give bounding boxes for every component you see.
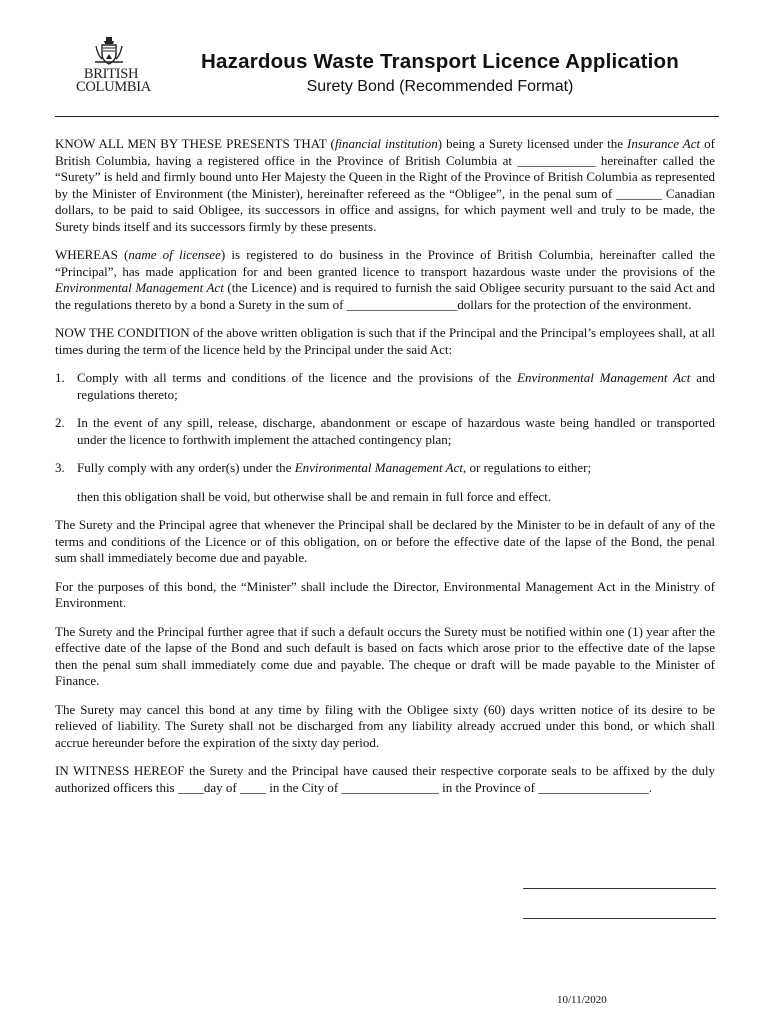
paragraph-condition: NOW THE CONDITION of the above written obligation is such that if the Principal and the Principal’s employees shall, at all times during the term of the licence held by the Principal under the said Act: [55,325,715,357]
paragraph-whereas [55,247,715,313]
italic-span: name of licensee [128,247,221,262]
paragraph-know-all-men [55,136,715,235]
signature-line-2[interactable] [523,918,716,919]
text-span: ) is registered to do business in the Province of British Columbia, hereinafter called the “Principal”, has made application for and been granted licence to transport hazardous waste under the provisions of the [55,247,715,279]
text-span: Comply with all terms and conditions of the licence and the provisions of the [77,370,518,385]
header-divider [55,116,719,117]
text-span: (the Licence) and is required to furnish the said Obligee security pursuant to the said Act and the regulations thereto by a bond a Surety in the sum of _________________dollars for the protection of the environment. [55,280,715,312]
list-item [55,460,715,477]
paragraph-default: The Surety and the Principal agree that whenever the Principal shall be declared by the Minister to be in default of any of the terms and conditions of the Licence or of this obligation, on or before the effective date of the lapse of the Bond, the penal sum shall immediately become due and payable. [55,517,715,565]
italic-span: Insurance Act [627,136,701,151]
document-body [55,136,715,808]
paragraph-void-clause: then this obligation shall be void, but otherwise shall be and remain in full force and effect. [77,488,552,504]
list-item [55,415,715,448]
text-span: and regulations thereto; [77,370,715,402]
list-item [55,370,715,403]
paragraph-minister-definition: For the purposes of this bond, the “Minister” shall include the Director, Environmental Management Act in the Ministry of Environment. [55,578,715,610]
text-span: Fully comply with any order(s) under the [77,460,295,475]
crest-icon [92,36,126,68]
text-span: ) being a Surety licensed under the [437,136,628,151]
paragraph-notification: The Surety and the Principal further agree that if such a default occurs the Surety must be notified within one (1) year after the effective date of the lapse of the Bond and such default is based on facts which arose prior to the effective date of the lapse then the penal sum shall immediately come due and payable. The cheque or draft will be made payable to the Minister of Finance. [55,623,715,688]
text-span: KNOW ALL MEN BY THESE PRESENTS THAT ( [55,136,335,151]
italic-span: Environmental Management Act [55,280,224,295]
paragraph-cancellation: The Surety may cancel this bond at any time by filing with the Obligee sixty (60) days written notice of its desire to be relieved of liability. The Surety shall not be discharged from any liability already accrued under this bond, or which shall accrue hereunder before the expiration of the sixty day period. [55,701,715,750]
text-span: WHEREAS ( [55,247,129,262]
italic-span: Environmental Management Act [294,460,463,475]
text-span: In the event of any spill, release, discharge, abandonment or escape of hazardous waste being handled or transported under the licence to forthwith implement the attached contingency plan; [77,415,715,447]
document-title: Hazardous Waste Transport Licence Application [201,50,679,73]
signature-line-1[interactable] [523,888,716,889]
logo-line-columbia: COLUMBIA [76,79,151,95]
text-span: of British Columbia, having a registered office in the Province of British Columbia at ____________ hereinafter called the “Surety” is held and firmly bound unto Her Majesty the Queen in the Right of the Province of British Columbia as represented by the Minister of Environment (the Minister), hereinafter refereed as the “Obligee”, in the penal sum of _______ Canadian dollars, to be paid to said Obligee, its successors in office and assigns, for which payment well and truly to be made, the Surety binds itself and its successors firmly by these presents. [55,136,715,234]
italic-span: Environmental Management Act [517,370,691,385]
paragraph-witness: IN WITNESS HEREOF the Surety and the Principal have caused their respective corporate seals to be affixed by the duly authorized officers this ____day of ____ in the City of _______________ in the Province of _________________. [55,763,715,795]
italic-span: financial institution [334,136,438,151]
list-number: 1. [55,370,65,385]
conditions-list [55,370,715,477]
list-number: 2. [55,415,65,430]
logo-wordmark [76,66,151,95]
text-span: , or regulations to either; [462,460,592,475]
logo-line-british: BRITISH [83,66,139,82]
list-number: 3. [55,460,65,475]
footer-date: 10/11/2020 [557,994,607,1006]
document-subtitle: Surety Bond (Recommended Format) [306,78,574,95]
bc-logo [70,36,150,100]
